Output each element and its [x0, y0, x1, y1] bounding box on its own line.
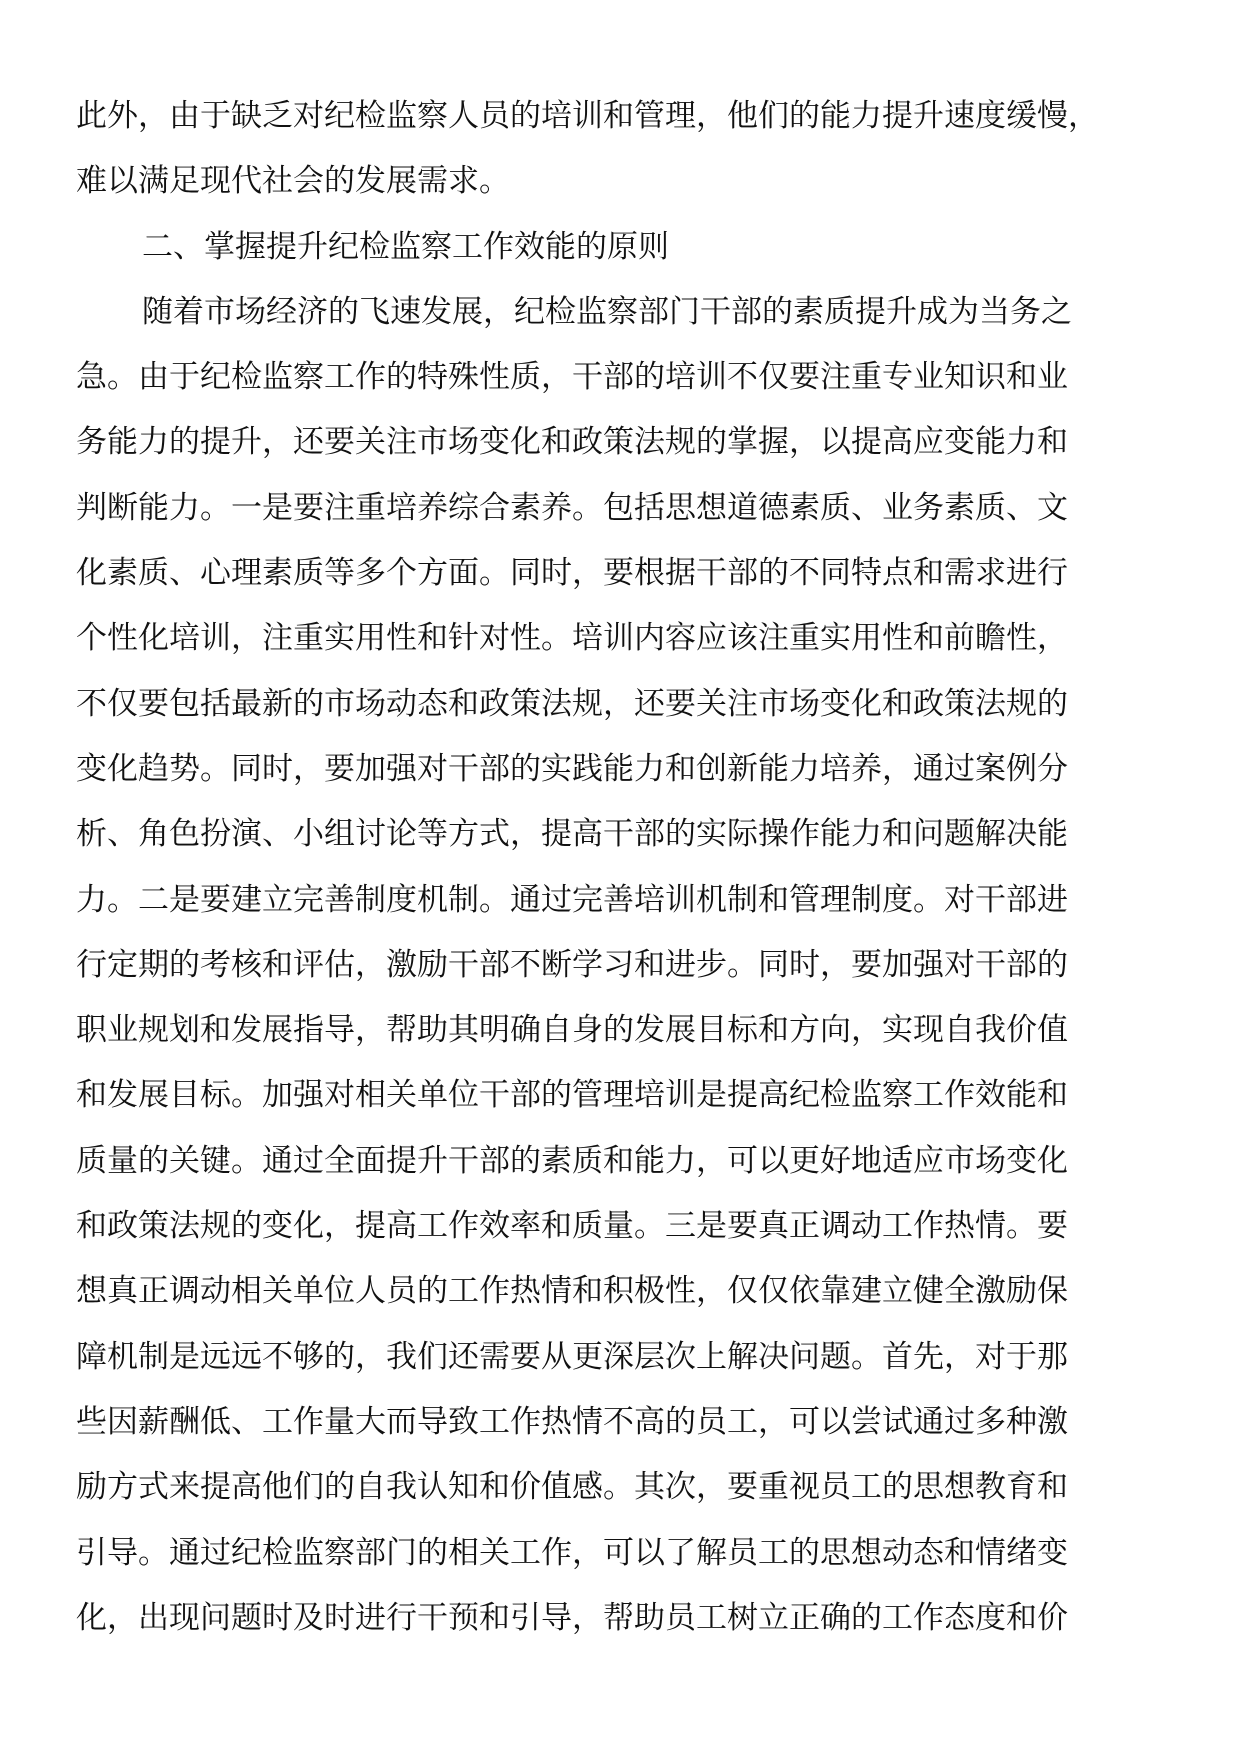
text-line: 质量的关键。通过全面提升干部的素质和能力，可以更好地适应市场变化 [76, 1142, 1068, 1179]
text-line: 随着市场经济的飞速发展，纪检监察部门干部的素质提升成为当务之 [142, 293, 1072, 330]
text-line: 个性化培训，注重实用性和针对性。培训内容应该注重实用性和前瞻性， [76, 620, 1068, 657]
text-line: 障机制是远远不够的，我们还需要从更深层次上解决问题。首先，对于那 [76, 1338, 1068, 1375]
text-line: 析、角色扮演、小组讨论等方式，提高干部的实际操作能力和问题解决能 [76, 816, 1068, 853]
text-line: 急。由于纪检监察工作的特殊性质，干部的培训不仅要注重专业知识和业 [76, 359, 1068, 396]
text-line: 不仅要包括最新的市场动态和政策法规，还要关注市场变化和政策法规的 [76, 685, 1068, 722]
text-line: 和发展目标。加强对相关单位干部的管理培训是提高纪检监察工作效能和 [76, 1077, 1068, 1114]
text-line: 务能力的提升，还要关注市场变化和政策法规的掌握，以提高应变能力和 [76, 424, 1068, 461]
section-heading: 二、掌握提升纪检监察工作效能的原则 [142, 228, 669, 265]
body-text [76, 84, 1156, 1651]
text-line: 想真正调动相关单位人员的工作热情和积极性，仅仅依靠建立健全激励保 [76, 1273, 1068, 1310]
text-line: 引导。通过纪检监察部门的相关工作，可以了解员工的思想动态和情绪变 [76, 1534, 1068, 1571]
text-line: 力。二是要建立完善制度机制。通过完善培训机制和管理制度。对干部进 [76, 881, 1068, 918]
text-line: 和政策法规的变化，提高工作效率和质量。三是要真正调动工作热情。要 [76, 1208, 1068, 1245]
text-line: 化素质、心理素质等多个方面。同时，要根据干部的不同特点和需求进行 [76, 555, 1068, 592]
text-line: 判断能力。一是要注重培养综合素养。包括思想道德素质、业务素质、文 [76, 489, 1068, 526]
text-line: 变化趋势。同时，要加强对干部的实践能力和创新能力培养，通过案例分 [76, 750, 1068, 787]
text-line: 职业规划和发展指导，帮助其明确自身的发展目标和方向，实现自我价值 [76, 1012, 1068, 1049]
text-line: 化，出现问题时及时进行干预和引导，帮助员工树立正确的工作态度和价 [76, 1599, 1068, 1636]
text-line: 难以满足现代社会的发展需求。 [76, 163, 510, 200]
text-line: 此外，由于缺乏对纪检监察人员的培训和管理，他们的能力提升速度缓慢， [76, 98, 1099, 134]
text-line: 行定期的考核和评估，激励干部不断学习和进步。同时，要加强对干部的 [76, 946, 1068, 983]
text-line: 些因薪酬低、工作量大而导致工作热情不高的员工，可以尝试通过多种激 [76, 1403, 1068, 1440]
text-line: 励方式来提高他们的自我认知和价值感。其次，要重视员工的思想教育和 [76, 1469, 1068, 1506]
